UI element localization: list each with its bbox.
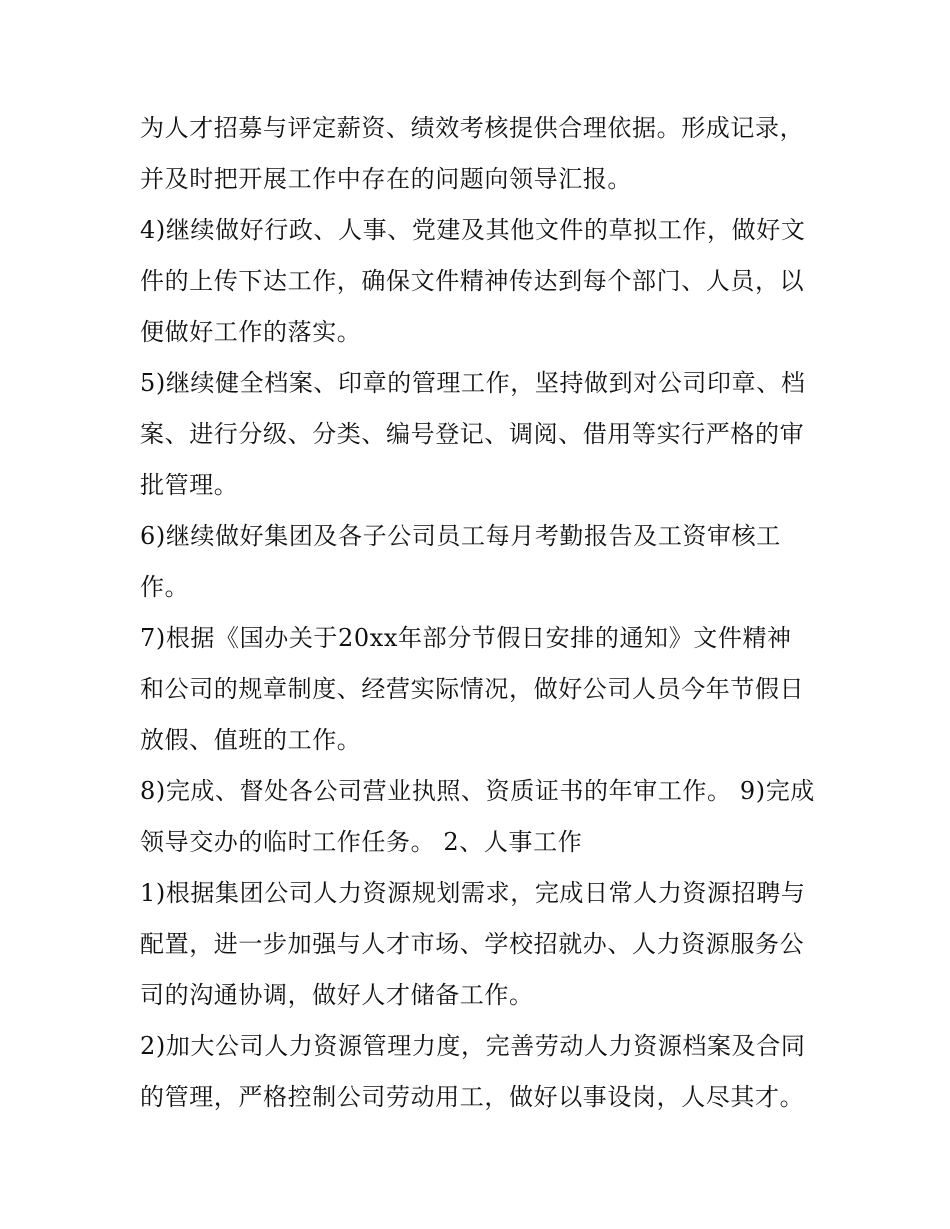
text-line: 并及时把开展工作中存在的问题向领导汇报。 [140, 165, 632, 193]
text-line: 作。 [140, 573, 190, 601]
text-line: 批管理。 [140, 471, 239, 499]
text-line: 和公司的规章制度、经营实际情况，做好公司人员今年节假日 [140, 675, 805, 703]
text-line: 为人才招募与评定薪资、绩效考核提供合理依据。形成记录， [140, 114, 805, 142]
text-line: 司的沟通协调，做好人才储备工作。 [140, 981, 534, 1009]
text-line: 4)继续做好行政、人事、党建及其他文件的草拟工作，做好文 [140, 216, 806, 244]
text-line: 5)继续健全档案、印章的管理工作，坚持做到对公司印章、档 [140, 369, 806, 397]
text-line: 件的上传下达工作，确保文件精神传达到每个部门、人员，以 [140, 267, 805, 295]
text-line: 8)完成、督处各公司营业执照、资质证书的年审工作。 9)完成 [140, 777, 815, 805]
text-line: 放假、值班的工作。 [140, 726, 362, 754]
text-line: 配置，进一步加强与人才市场、学校招就办、人力资源服务公 [140, 930, 805, 958]
text-line: 领导交办的临时工作任务。 2、人事工作 [140, 828, 583, 856]
text-line: 1)根据集团公司人力资源规划需求，完成日常人力资源招聘与 [140, 879, 806, 907]
text-line: 案、进行分级、分类、编号登记、调阅、借用等实行严格的审 [140, 420, 805, 448]
text-line: 6)继续做好集团及各子公司员工每月考勤报告及工资审核工 [140, 522, 781, 550]
text-line: 便做好工作的落实。 [140, 318, 362, 346]
text-line: 的管理，严格控制公司劳动用工，做好以事设岗，人尽其才。 [140, 1083, 805, 1111]
text-line: 7)根据《国办关于20xx年部分节假日安排的通知》文件精神 [140, 624, 792, 652]
text-line: 2)加大公司人力资源管理力度，完善劳动人力资源档案及合同 [140, 1032, 806, 1060]
